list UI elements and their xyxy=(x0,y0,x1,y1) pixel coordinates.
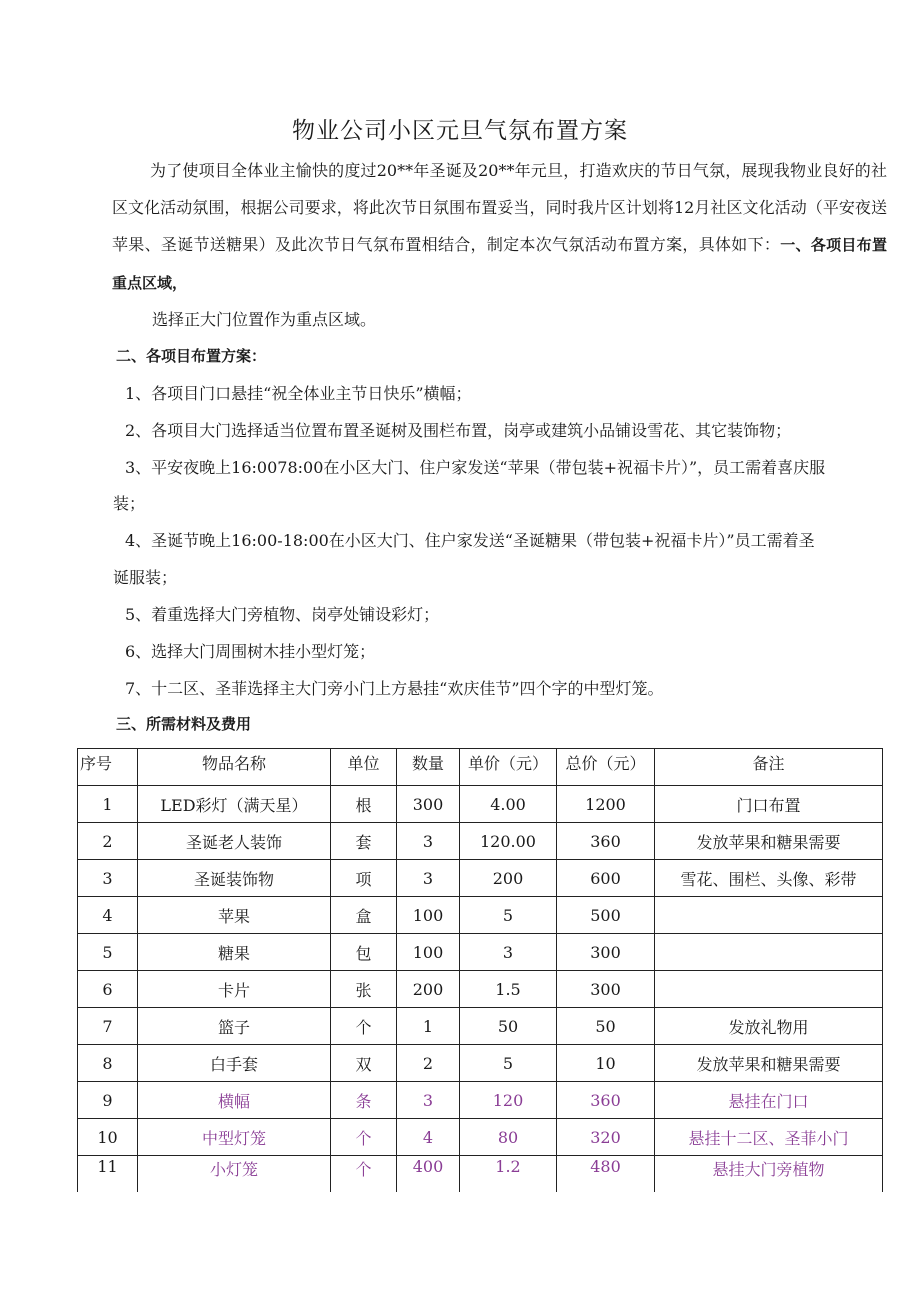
cell-unit-price: 1.2 xyxy=(460,1156,557,1193)
cell-index: 8 xyxy=(78,1045,138,1082)
cell-total-price: 300 xyxy=(557,934,655,971)
cell-index: 3 xyxy=(78,860,138,897)
document-title: 物业公司小区元旦气氛布置方案 xyxy=(292,118,628,144)
cell-quantity: 2 xyxy=(397,1045,460,1082)
cell-unit-price: 200 xyxy=(460,860,557,897)
table-row xyxy=(78,1156,883,1193)
cell-unit-price: 3 xyxy=(460,934,557,971)
section2-heading: 二、各项目布置方案： xyxy=(116,347,267,365)
materials-cost-table xyxy=(77,748,883,1192)
cell-remarks xyxy=(655,971,883,1008)
cell-unit: 双 xyxy=(331,1045,397,1082)
header-index: 序号 xyxy=(78,749,138,786)
cell-quantity: 3 xyxy=(397,860,460,897)
header-remarks: 备注 xyxy=(655,749,883,786)
cell-item-name: 横幅 xyxy=(138,1082,331,1119)
plan-item-4: 4、圣诞节晚上16:00-18:00在小区大门、住户家发送“圣诞糖果（带包装+祝福卡片）”员工需着圣 xyxy=(125,531,815,550)
cell-unit-price: 5 xyxy=(460,897,557,934)
header-total-price: 总价（元） xyxy=(557,749,655,786)
cell-item-name: 圣诞老人装饰 xyxy=(138,823,331,860)
cell-total-price: 360 xyxy=(557,1082,655,1119)
cell-quantity: 3 xyxy=(397,823,460,860)
cell-quantity: 3 xyxy=(397,1082,460,1119)
cell-remarks: 发放苹果和糖果需要 xyxy=(655,1045,883,1082)
plan-item-5: 5、着重选择大门旁植物、岗亭处铺设彩灯； xyxy=(125,605,440,624)
section3-heading: 三、所需材料及费用 xyxy=(116,715,252,733)
cell-total-price: 300 xyxy=(557,971,655,1008)
table-row xyxy=(78,971,883,1008)
cell-unit: 个 xyxy=(331,1119,397,1156)
table-row xyxy=(78,1082,883,1119)
cell-item-name: 中型灯笼 xyxy=(138,1119,331,1156)
header-quantity: 数量 xyxy=(397,749,460,786)
cell-remarks: 发放苹果和糖果需要 xyxy=(655,823,883,860)
cell-unit: 包 xyxy=(331,934,397,971)
plan-item-3: 3、平安夜晚上16:0078:00在小区大门、住户家发送“苹果（带包装+祝福卡片）”，员工需着喜庆服 xyxy=(125,458,826,477)
cell-unit: 条 xyxy=(331,1082,397,1119)
cell-item-name: 苹果 xyxy=(138,897,331,934)
cell-unit: 盒 xyxy=(331,897,397,934)
cell-index: 4 xyxy=(78,897,138,934)
cell-index: 2 xyxy=(78,823,138,860)
table-row xyxy=(78,786,883,823)
cell-remarks: 发放礼物用 xyxy=(655,1008,883,1045)
cell-index: 5 xyxy=(78,934,138,971)
cell-quantity: 300 xyxy=(397,786,460,823)
cell-unit-price: 120.00 xyxy=(460,823,557,860)
cell-quantity: 200 xyxy=(397,971,460,1008)
intro-paragraph xyxy=(112,152,887,302)
section1-heading: 一、各项目布置重点区域， xyxy=(112,236,887,292)
cell-total-price: 600 xyxy=(557,860,655,897)
cell-remarks xyxy=(655,897,883,934)
cell-remarks xyxy=(655,934,883,971)
table-row xyxy=(78,823,883,860)
plan-item-6: 6、选择大门周围树木挂小型灯笼； xyxy=(125,642,376,661)
cell-remarks: 悬挂在门口 xyxy=(655,1082,883,1119)
cell-total-price: 360 xyxy=(557,823,655,860)
cell-total-price: 480 xyxy=(557,1156,655,1193)
table-row xyxy=(78,934,883,971)
cell-item-name: 卡片 xyxy=(138,971,331,1008)
table-header-row xyxy=(78,749,883,786)
cell-unit: 个 xyxy=(331,1156,397,1193)
cell-unit: 套 xyxy=(331,823,397,860)
cell-unit-price: 5 xyxy=(460,1045,557,1082)
plan-item-3-cont: 装； xyxy=(113,494,146,513)
cell-remarks: 雪花、围栏、头像、彩带 xyxy=(655,860,883,897)
cell-index: 6 xyxy=(78,971,138,1008)
cell-remarks: 悬挂大门旁植物 xyxy=(655,1156,883,1193)
cell-unit-price: 50 xyxy=(460,1008,557,1045)
plan-item-7: 7、十二区、圣菲选择主大门旁小门上方悬挂“欢庆佳节”四个字的中型灯笼。 xyxy=(125,679,664,698)
table-row xyxy=(78,1045,883,1082)
cell-total-price: 1200 xyxy=(557,786,655,823)
cell-total-price: 10 xyxy=(557,1045,655,1082)
cell-item-name: LED彩灯（满天星） xyxy=(138,786,331,823)
plan-item-4-cont: 诞服装； xyxy=(113,568,178,587)
cell-item-name: 小灯笼 xyxy=(138,1156,331,1193)
table-row xyxy=(78,1008,883,1045)
cell-quantity: 400 xyxy=(397,1156,460,1193)
intro-text: 为了使项目全体业主愉快的度过20**年圣诞及20**年元旦，打造欢庆的节日气氛，展现我物业良好的社区文化活动氛围，根据公司要求，将此次节日氛围布置妥当，同时我片区计划将12月社区文化活动（平安夜送苹果、圣诞节送糖果）及此次节日气氛布置相结合，制定本次气氛活动布置方案，具体如下： xyxy=(112,161,887,254)
cell-unit-price: 4.00 xyxy=(460,786,557,823)
plan-item-2: 2、各项目大门选择适当位置布置圣诞树及围栏布置，岗亭或建筑小品铺设雪花、其它装饰物； xyxy=(125,421,792,440)
cell-item-name: 篮子 xyxy=(138,1008,331,1045)
table-row xyxy=(78,860,883,897)
cell-remarks: 门口布置 xyxy=(655,786,883,823)
cell-item-name: 圣诞装饰物 xyxy=(138,860,331,897)
cell-total-price: 500 xyxy=(557,897,655,934)
cell-remarks: 悬挂十二区、圣菲小门 xyxy=(655,1119,883,1156)
cell-index: 10 xyxy=(78,1119,138,1156)
table-row xyxy=(78,1119,883,1156)
cell-index: 9 xyxy=(78,1082,138,1119)
cell-total-price: 320 xyxy=(557,1119,655,1156)
cell-index: 7 xyxy=(78,1008,138,1045)
section1-body: 选择正大门位置作为重点区域。 xyxy=(152,310,377,329)
header-unit: 单位 xyxy=(331,749,397,786)
cell-unit: 个 xyxy=(331,1008,397,1045)
cell-unit: 张 xyxy=(331,971,397,1008)
header-item-name: 物品名称 xyxy=(138,749,331,786)
header-unit-price: 单价（元） xyxy=(460,749,557,786)
cell-unit: 根 xyxy=(331,786,397,823)
cell-item-name: 白手套 xyxy=(138,1045,331,1082)
cell-quantity: 1 xyxy=(397,1008,460,1045)
table-row xyxy=(78,897,883,934)
cell-index: 11 xyxy=(78,1156,138,1193)
plan-item-1: 1、各项目门口悬挂“祝全体业主节日快乐”横幅； xyxy=(125,384,472,403)
cell-total-price: 50 xyxy=(557,1008,655,1045)
cell-unit: 项 xyxy=(331,860,397,897)
cell-quantity: 100 xyxy=(397,934,460,971)
cell-quantity: 4 xyxy=(397,1119,460,1156)
cell-unit-price: 120 xyxy=(460,1082,557,1119)
cell-quantity: 100 xyxy=(397,897,460,934)
cell-unit-price: 80 xyxy=(460,1119,557,1156)
cell-index: 1 xyxy=(78,786,138,823)
cell-unit-price: 1.5 xyxy=(460,971,557,1008)
cell-item-name: 糖果 xyxy=(138,934,331,971)
